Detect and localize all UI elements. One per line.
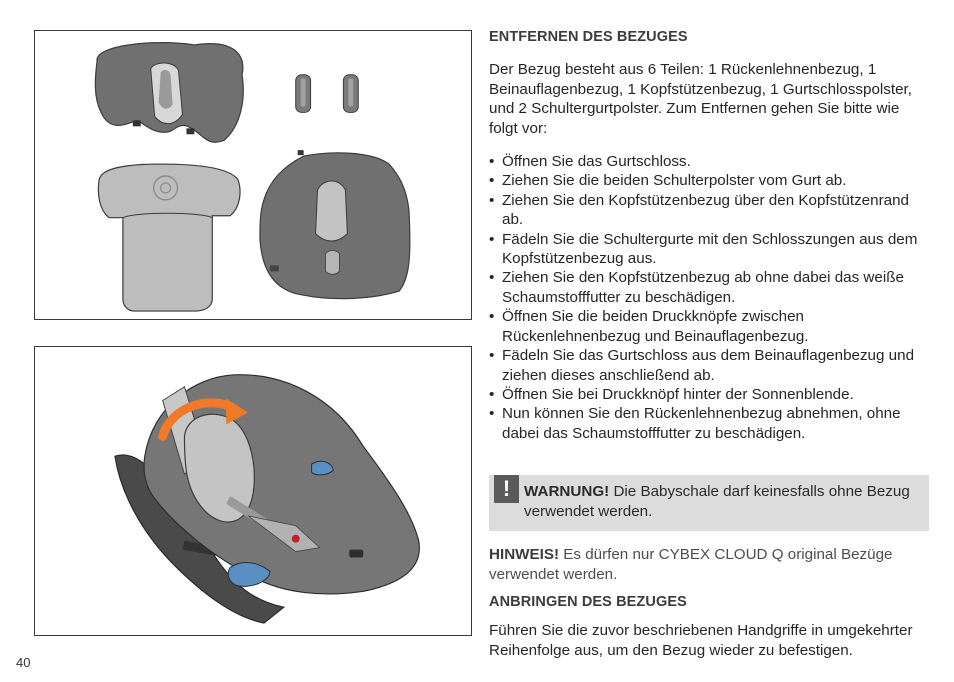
page-number: 40 — [16, 655, 31, 670]
step-item: • Ziehen Sie die beiden Schulterpolster vom Gurt ab. — [489, 171, 929, 190]
step-item: • Öffnen Sie das Gurtschloss. — [489, 152, 929, 171]
step-item: • Fädeln Sie das Gurtschloss aus dem Beinauflagenbezug und ziehen dieses anschließend ab. — [489, 346, 929, 385]
step-item: • Ziehen Sie den Kopfstützenbezug über den Kopfstützenrand ab. — [489, 191, 929, 230]
seat-drawing — [35, 347, 471, 635]
section-heading-remove: ENTFERNEN DES BEZUGES — [489, 29, 688, 45]
shoulder-pads — [296, 75, 359, 113]
warning-icon: ! — [494, 475, 519, 503]
instruction-column — [489, 24, 929, 660]
note-label: HINWEIS! — [489, 546, 560, 564]
step-item: • Öffnen Sie bei Druckknöpf hinter der Sonnenblende. — [489, 385, 929, 404]
steps-list — [489, 152, 929, 443]
headrest-cover — [95, 43, 243, 143]
step-item: • Öffnen Sie die beiden Druckknöpfe zwischen Rückenlehnenbezug und Beinauflagenbezug. — [489, 307, 929, 346]
warning-label: WARNUNG! — [524, 483, 610, 501]
intro-paragraph: Der Bezug besteht aus 6 Teilen: 1 Rückenlehnenbezug, 1 Beinauflagenbezug, 1 Kopfstützenbezug, 1 Gurtschlosspolster, und 2 Schultergurtpolster. Zum Entfernen gehen Sie bitte wie folgt vor: — [489, 61, 912, 137]
note-paragraph — [489, 545, 929, 584]
warning-box — [489, 475, 929, 531]
cover-parts-illustration — [34, 30, 472, 320]
note-text: Es dürfen nur CYBEX CLOUD Q original Bezüge verwendet werden. — [489, 546, 893, 583]
warning-text: Die Babyschale darf keinesfalls ohne Bezug verwendet werden. — [524, 483, 910, 520]
attach-paragraph: Führen Sie die zuvor beschriebenen Handgriffe in umgekehrter Reihenfolge aus, um den Bezug wieder zu befestigen. — [489, 622, 913, 659]
step-item: • Fädeln Sie die Schultergurte mit den Schlosszungen aus dem Kopfstützenbezug aus. — [489, 230, 929, 269]
leg-rest-cover — [98, 164, 240, 311]
seat-illustration — [34, 346, 472, 636]
step-item: • Ziehen Sie den Kopfstützenbezug ab ohne dabei das weiße Schaumstofffutter zu beschädigen. — [489, 268, 929, 307]
cover-parts-drawing — [35, 31, 471, 319]
step-item: • Nun können Sie den Rückenlehnenbezug abnehmen, ohne dabei das Schaumstofffutter zu beschädigen. — [489, 404, 929, 443]
backrest-cover — [260, 150, 410, 298]
section-heading-attach: ANBRINGEN DES BEZUGES — [489, 593, 687, 610]
